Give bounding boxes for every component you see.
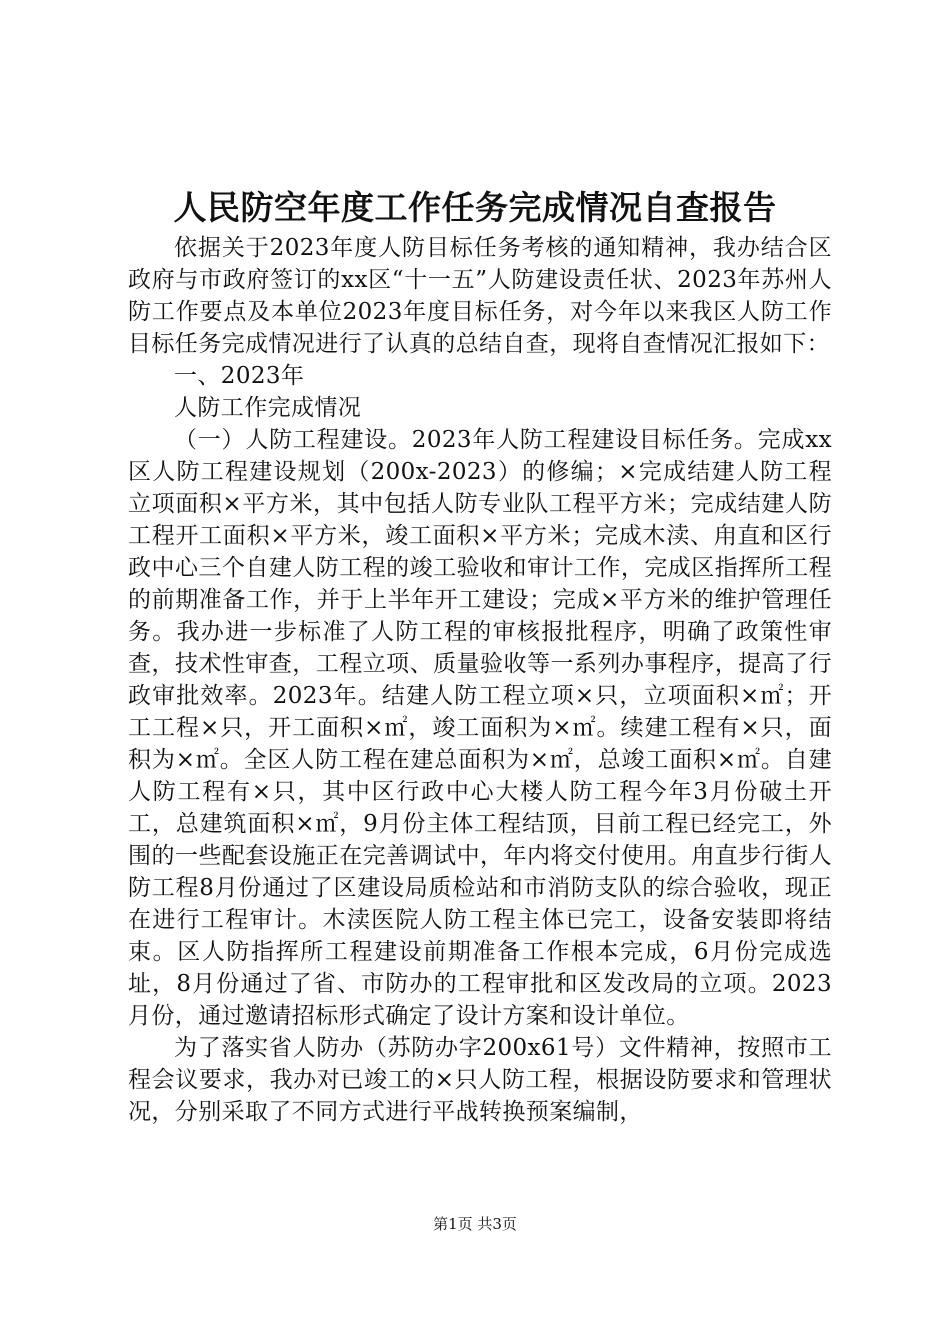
section-subheading: 人防工作完成情况 — [174, 395, 362, 421]
page-footer: 第1页 共3页 — [433, 1215, 517, 1233]
paragraph-engineering: （一）人防工程建设。2023年人防工程建设目标任务。完成xx区人防工程建设规划（200x-2023）的修编；×完成结建人防工程立项面积×平方米，其中包括人防专业队工程平方米；完成结建人防工程开工面积×平方米，竣工面积×平方米；完成木渎、甪直和区行政中心三个自建人防工程的竣工验收和审计工作，完成区指挥所工程的前期准备工作，并于上半年开工建设；完成×平方米的维护管理任务。我办进一步标准了人防工程的审核报批程序，明确了政策性审查，技术性审查，工程立项、质量验收等一系列办事程序，提高了行政审批效率。2023年。结建人防工程立项×只，立项面积×㎡；开工工程×只，开工面积×㎡，竣工面积为×㎡。续建工程有×只，面积为×㎡。全区人防工程在建总面积为×㎡，总竣工面积×㎡。自建人防工程有×只，其中区行政中心大楼人防工程今年3月份破土开工，总建筑面积×㎡，9月份主体工程结顶，目前工程已经完工，外围的一些配套设施正在完善调试中，年内将交付使用。甪直步行街人防工程8月份通过了区建设局质检站和市消防支队的综合验收，现正在进行工程审计。木渎医院人防工程主体已完工，设备安装即将结束。区人防指挥所工程建设前期准备工作根本完成，6月份完成选址，8月份通过了省、市防办的工程审批和区发改局的立项。2023月份，通过邀请招标形式确定了设计方案和设计单位。 — [128, 427, 832, 1029]
paragraph-intro: 依据关于2023年度人防目标任务考核的通知精神，我办结合区政府与市政府签订的xx区“十一五”人防建设责任状、2023年苏州人防工作要点及本单位2023年度目标任务，对今年以来我区人防工作目标任务完成情况进行了认真的总结自查，现将自查情况汇报如下： — [128, 235, 832, 357]
section-heading-1: 一、2023年 — [174, 363, 305, 389]
document-title: 人民防空年度工作任务完成情况自查报告 — [173, 188, 777, 227]
paragraph-conversion: 为了落实省人防办（苏防办字200x61号）文件精神，按照市工程会议要求，我办对已竣工的×只人防工程，根据设防要求和管理状况，分别采取了不同方式进行平战转换预案编制， — [128, 1035, 832, 1125]
document-body — [128, 232, 832, 1128]
